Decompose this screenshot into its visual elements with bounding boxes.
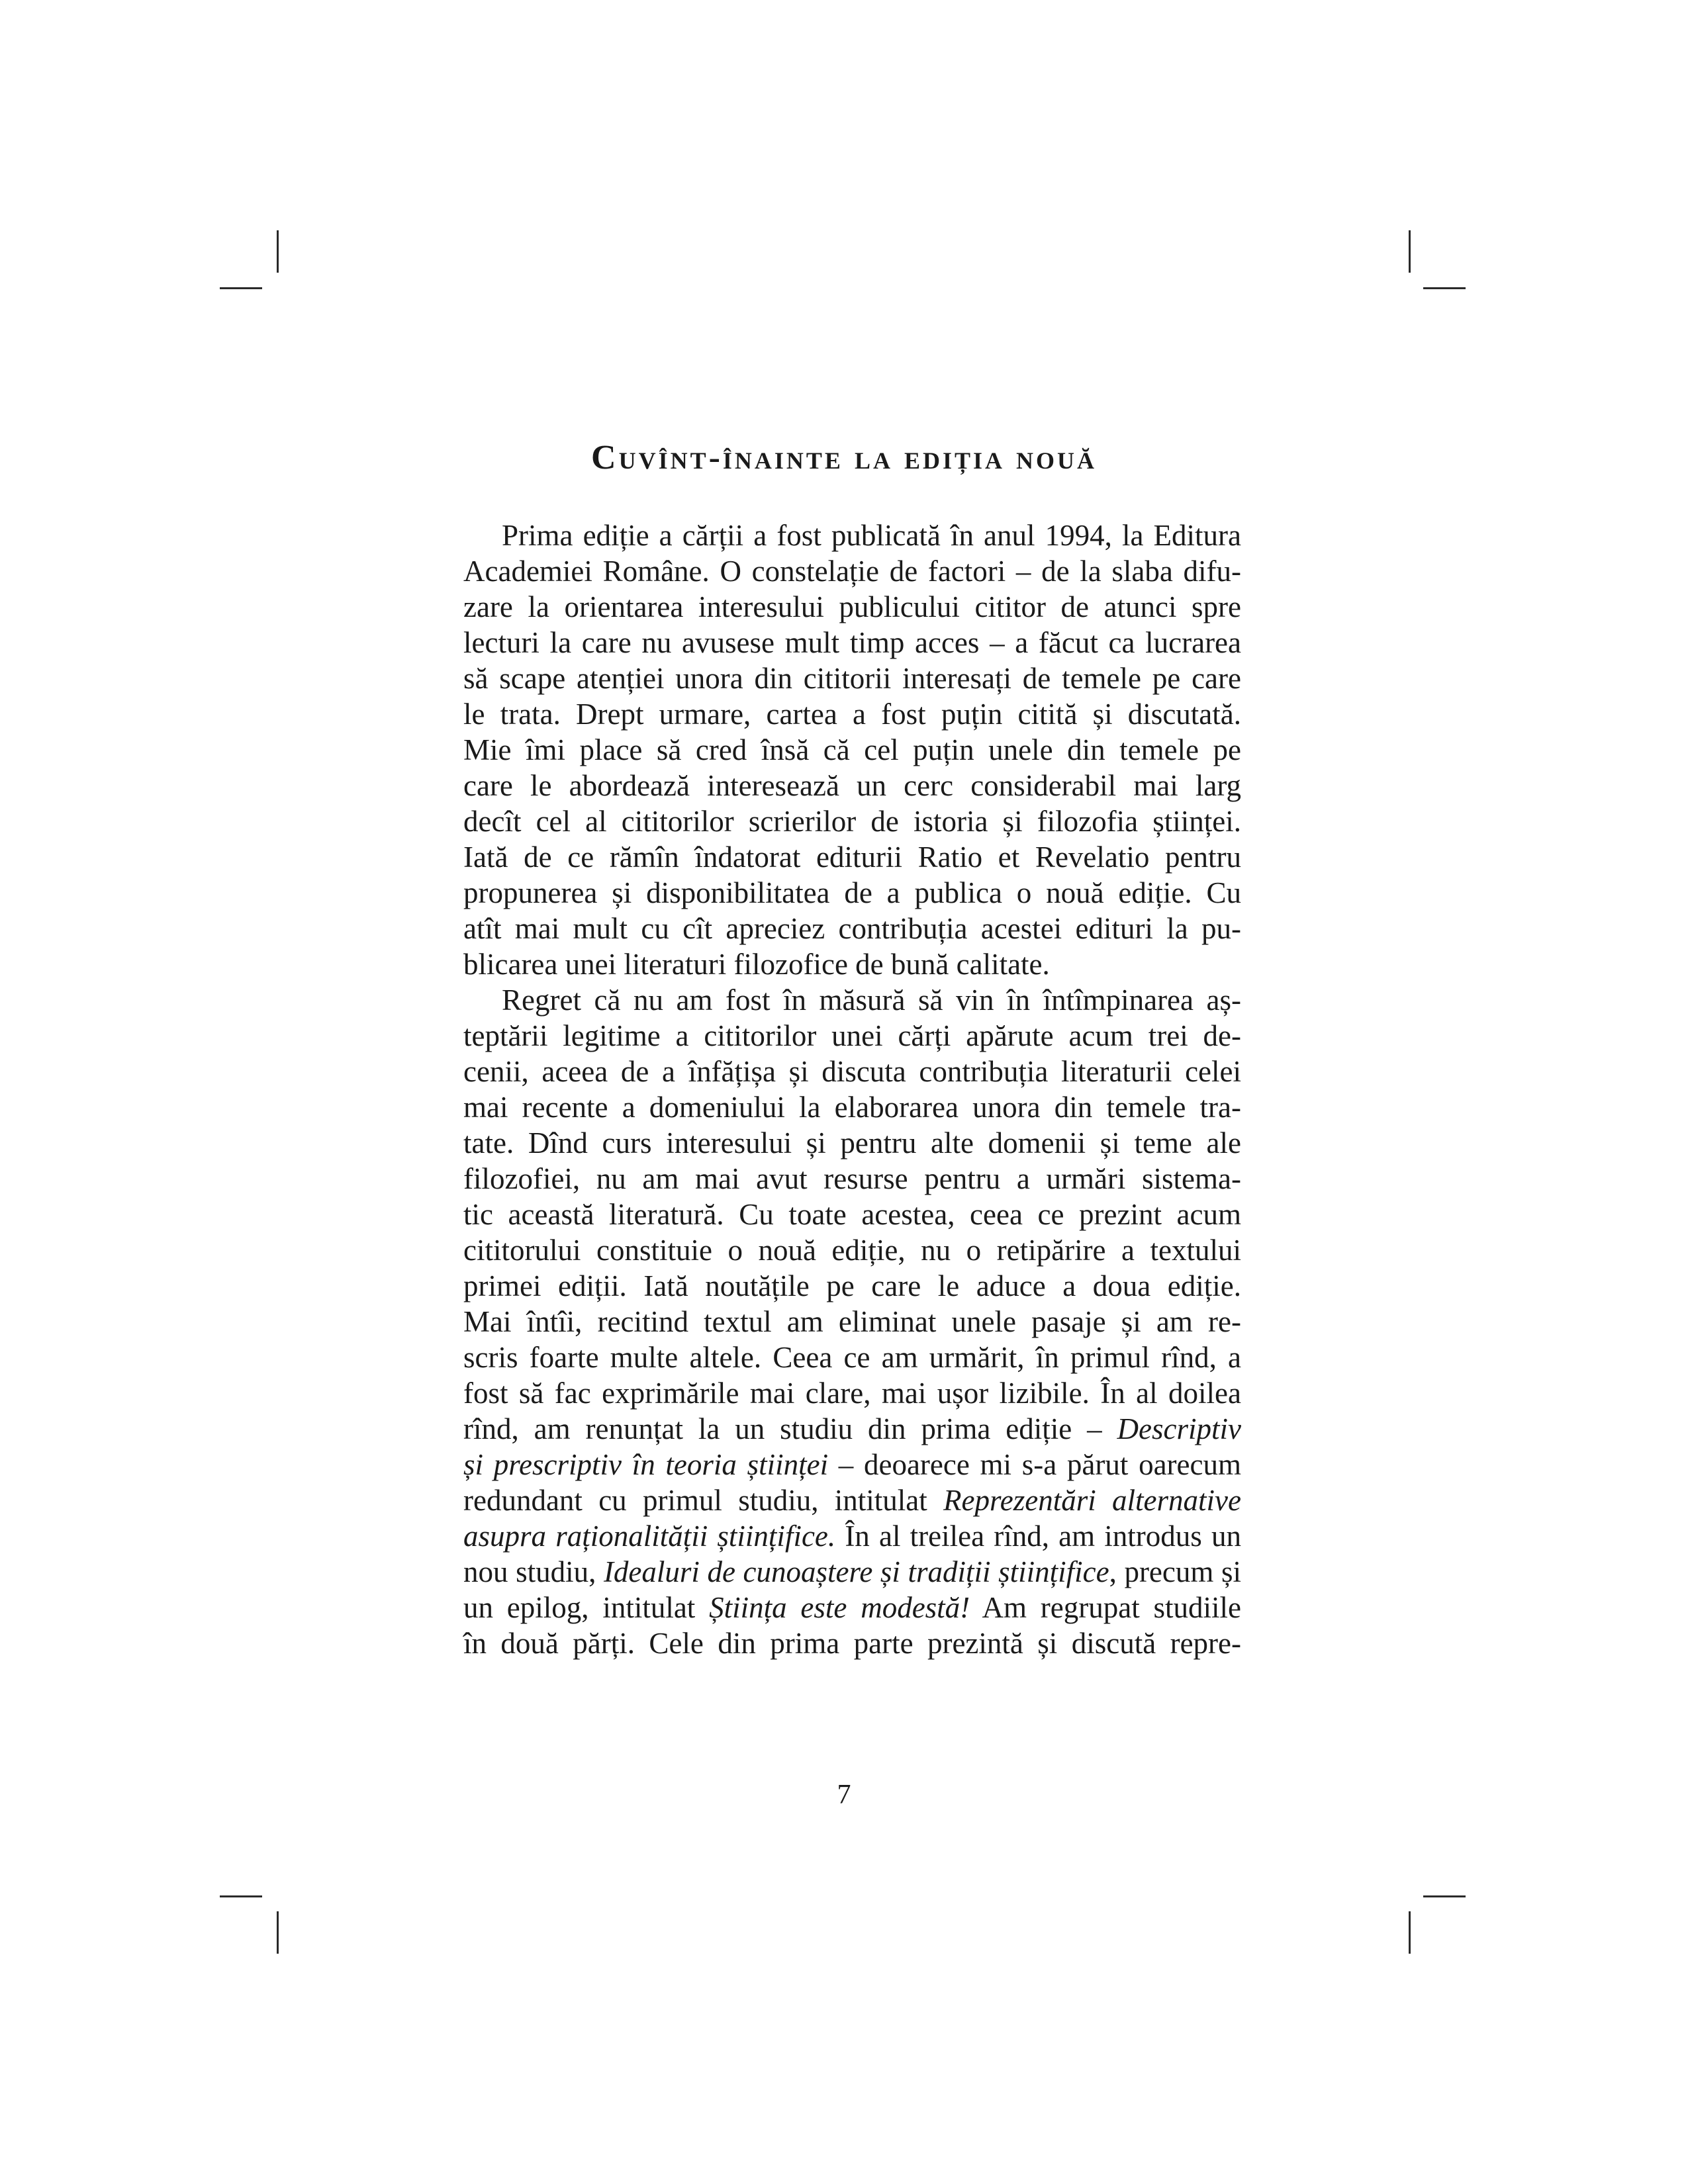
text-line: Prima ediție a cărții a fost publicată în anul 1994, la Editura bbox=[502, 519, 1241, 552]
italic-title-stiinta: Știința este modestă! bbox=[709, 1591, 970, 1624]
italic-title-descriptiv: Descriptiv bbox=[1117, 1412, 1241, 1445]
text-line: blicarea unei literaturi filozofice de bună calitate. bbox=[463, 948, 1050, 981]
text-segment: Am regrupat studiile bbox=[970, 1591, 1241, 1624]
text-line: cenii, aceea de a înfățișa și discuta contribuția literaturii celei bbox=[463, 1055, 1241, 1088]
text-line: mai recente a domeniului la elaborarea unora din temele tra- bbox=[463, 1091, 1241, 1124]
text-line: în două părți. Cele din prima parte prezintă și discută repre- bbox=[463, 1627, 1241, 1660]
text-line: Academiei Române. O constelație de factori – de la slaba difu- bbox=[463, 555, 1241, 588]
text-line: care le abordează interesează un cerc considerabil mai larg bbox=[463, 769, 1241, 802]
crop-mark-top-left-horizontal bbox=[220, 287, 262, 289]
crop-mark-top-right-vertical bbox=[1409, 230, 1411, 273]
text-line bbox=[463, 1411, 1241, 1447]
text-line: primei ediții. Iată noutățile pe care le aduce a doua ediție. bbox=[463, 1269, 1241, 1302]
italic-title-rationalitatii: asupra raționalității științifice. bbox=[463, 1520, 836, 1553]
text-segment: , precum și bbox=[1109, 1555, 1241, 1588]
body-text bbox=[463, 518, 1241, 1661]
chapter-title: Cuvînt-înainte la ediția nouă bbox=[591, 439, 1097, 477]
crop-mark-top-left-vertical bbox=[277, 230, 279, 273]
paragraph-1 bbox=[463, 518, 1241, 982]
italic-title-idealuri: Idealuri de cunoaștere și tradiții științifice bbox=[603, 1555, 1109, 1588]
text-line bbox=[463, 1554, 1241, 1590]
text-line bbox=[463, 1482, 1241, 1518]
text-line: filozofiei, nu am mai avut resurse pentru a urmări sistema- bbox=[463, 1162, 1241, 1195]
text-segment: nou studiu, bbox=[463, 1555, 604, 1588]
italic-title-reprezentari: Reprezentări alternative bbox=[943, 1484, 1241, 1517]
text-segment: un epilog, intitulat bbox=[463, 1591, 710, 1624]
text-line: tic această literatură. Cu toate acestea, ceea ce prezint acum bbox=[463, 1198, 1241, 1231]
text-segment: În al treilea rînd, am introdus un bbox=[835, 1520, 1241, 1553]
italic-title-prescriptiv: și prescriptiv în teoria științei bbox=[463, 1448, 829, 1481]
text-line: să scape atenției unora din cititorii interesați de temele pe care bbox=[463, 662, 1241, 695]
text-segment: – deoarece mi s-a părut oarecum bbox=[828, 1448, 1241, 1481]
text-line: scris foarte multe altele. Ceea ce am urmărit, în primul rînd, a bbox=[463, 1341, 1241, 1374]
text-line: le trata. Drept urmare, cartea a fost puțin citită și discutată. bbox=[463, 698, 1241, 731]
text-segment: rînd, am renunțat la un studiu din prima ediție – bbox=[463, 1412, 1117, 1445]
text-line: zare la orientarea interesului publicului cititor de atunci spre bbox=[463, 590, 1241, 623]
crop-mark-top-right-horizontal bbox=[1423, 287, 1466, 289]
text-line: Regret că nu am fost în măsură să vin în întîmpinarea aș- bbox=[502, 983, 1241, 1017]
text-line: cititorului constituie o nouă ediție, nu o retipărire a textului bbox=[463, 1234, 1241, 1267]
text-line: fost să fac exprimările mai clare, mai ușor lizibile. În al doilea bbox=[463, 1377, 1241, 1410]
text-line: tate. Dînd curs interesului și pentru alte domenii și teme ale bbox=[463, 1126, 1241, 1160]
text-line bbox=[463, 1447, 1241, 1482]
text-line: atît mai mult cu cît apreciez contribuția acestei edituri la pu- bbox=[463, 912, 1241, 945]
paragraph-2 bbox=[463, 982, 1241, 1661]
text-line: Mai întîi, recitind textul am eliminat unele pasaje și am re- bbox=[463, 1305, 1241, 1338]
crop-mark-bottom-right-vertical bbox=[1409, 1911, 1411, 1954]
text-line: propunerea și disponibilitatea de a publica o nouă ediție. Cu bbox=[463, 876, 1241, 909]
crop-mark-bottom-right-horizontal bbox=[1423, 1895, 1466, 1897]
text-line bbox=[463, 1590, 1241, 1625]
text-line: Mie îmi place să cred însă că cel puțin unele din temele pe bbox=[463, 733, 1241, 766]
text-line: decît cel al cititorilor scrierilor de istoria și filozofia științei. bbox=[463, 805, 1241, 838]
page-number: 7 bbox=[837, 1780, 851, 1810]
text-line bbox=[463, 1518, 1241, 1554]
crop-mark-bottom-left-horizontal bbox=[220, 1895, 262, 1897]
crop-mark-bottom-left-vertical bbox=[277, 1911, 279, 1954]
text-line: teptării legitime a cititorilor unei cărți apărute acum trei de- bbox=[463, 1019, 1241, 1052]
text-line: lecturi la care nu avusese mult timp acces – a făcut ca lucrarea bbox=[463, 626, 1241, 659]
text-line: Iată de ce rămîn îndatorat editurii Ratio et Revelatio pentru bbox=[463, 841, 1241, 874]
text-segment: redundant cu primul studiu, intitulat bbox=[463, 1484, 943, 1517]
